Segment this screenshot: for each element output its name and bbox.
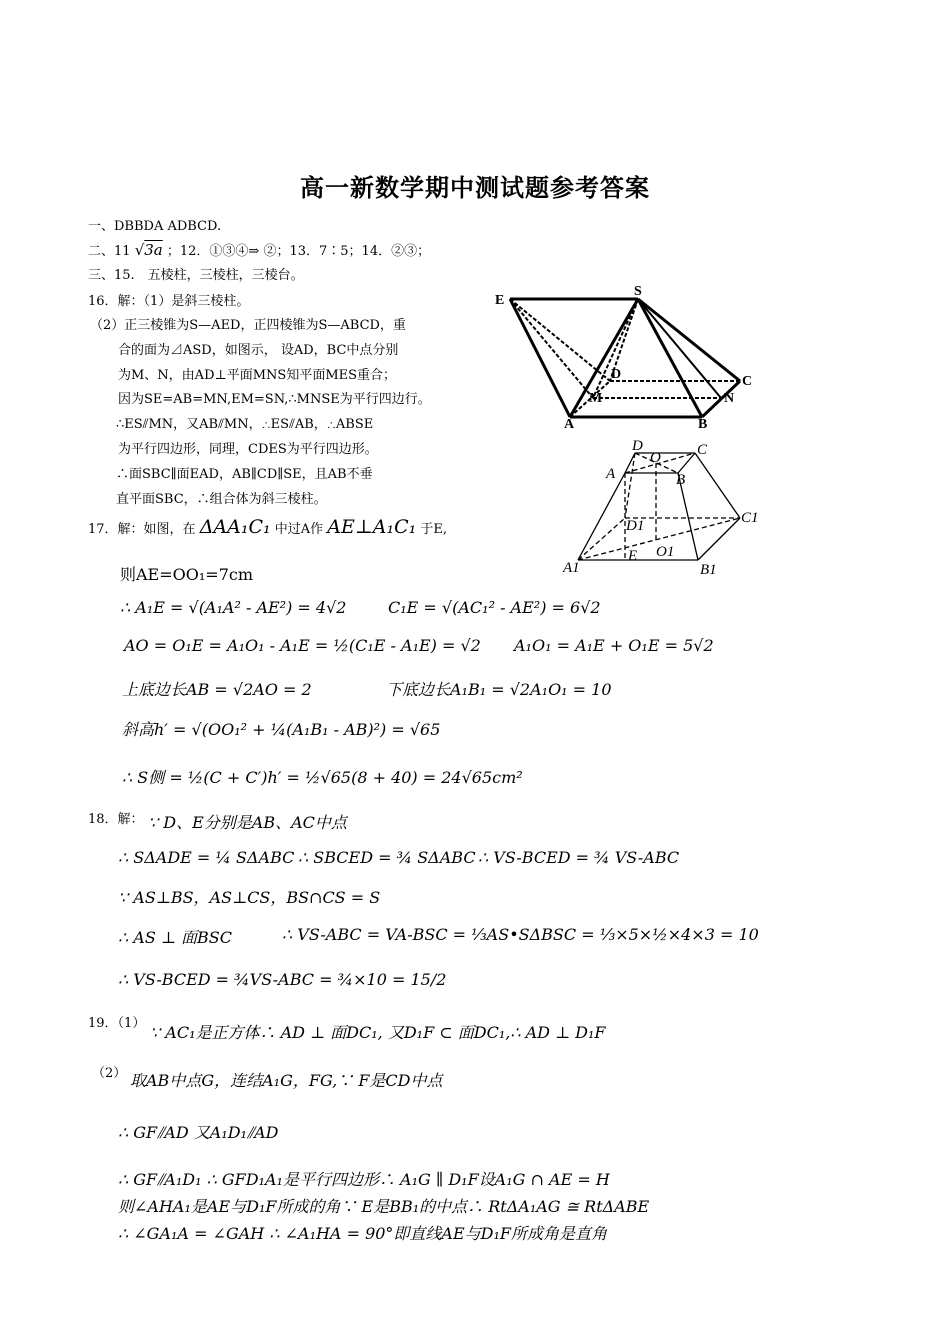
q18-line5: ∴ VS-BCED = ¾VS-ABC = ¾×10 = 15/2 (118, 970, 447, 989)
q17-head-mid: 中过A作 (274, 522, 324, 537)
fig2-label-d: D (632, 438, 643, 454)
fig1-label-m: M (589, 391, 603, 406)
fig2-label-a: A (606, 466, 616, 482)
q19-line6: ∴ ∠GA₁A = ∠GAH ∴ ∠A₁HA = 90°即直线AE与D₁F所成角是直角 (118, 1224, 608, 1243)
q16-line: 为平行四边形，同理，CDES为平行四边形。 (118, 442, 378, 457)
q17-heading (88, 516, 447, 538)
q17-line1: 则AE=OO₁=7cm (120, 565, 254, 584)
q16-line: 直平面SBC，∴组合体为斜三棱柱。 (116, 492, 327, 507)
page-title: 高一新数学期中测试题参考答案 (300, 174, 650, 202)
q18-line1: ∵ D、E分别是AB、AC中点 (148, 813, 347, 832)
q17-head-end: 于E, (420, 522, 448, 537)
q18-line4a: ∴ AS ⊥ 面BSC (118, 928, 232, 947)
q17-line3b: A₁O₁ = A₁E + O₁E = 5√2 (514, 636, 714, 655)
q17-line4b: 下底边长A₁B₁ = √2A₁O₁ = 10 (386, 680, 612, 699)
fig2-label-e: E (628, 548, 638, 564)
q16-heading: 16．解：（1）是斜三棱柱。 (88, 294, 250, 309)
q19-line4: ∴ GF⫽A₁D₁ ∴ GFD₁A₁是平行四边形∴ A₁G ∥ D₁F设A₁G ∩ AE = H (118, 1170, 610, 1189)
q18-heading: 18．解： (88, 812, 144, 827)
part2-prefix: 二、11 (88, 244, 131, 259)
q18-line2b: ∴ SBCED = ¾ SΔABC (298, 848, 476, 867)
q16-line: 因为SE=AB=MN,EM=SN,∴MNSE为平行四边行。 (118, 392, 431, 407)
q17-line2a: ∴ A₁E = √(A₁A² - AE²) = 4√2 (120, 598, 347, 617)
part2-rest: ；12．①③④⇒ ②；13．7∶5；14．②③； (166, 244, 431, 259)
sqrt-radicand: 3a (144, 241, 163, 259)
q16-line: （2）正三棱锥为S—AED，正四棱锥为S—ABCD，重 (90, 318, 406, 333)
fig1-label-d: D (611, 367, 622, 382)
figure-frustum (560, 432, 770, 582)
q17-line3a: AO = O₁E = A₁O₁ - A₁E = ½(C₁E - A₁E) = √2 (124, 636, 481, 655)
part1-answers: 一、DBBDA ADBCD. (88, 219, 222, 234)
q18-line3: ∵ AS⊥BS，AS⊥CS，BS∩CS = S (118, 888, 381, 907)
q17-line2b: C₁E = √(AC₁² - AE²) = 6√2 (388, 598, 601, 617)
q17-line5: 斜高h′ = √(OO₁² + ¼(A₁B₁ - AB)²) = √65 (122, 720, 441, 739)
fig2-label-o1: O1 (656, 544, 675, 560)
q19-line3: ∴ GF⫽AD 又A₁D₁⫽AD (118, 1123, 279, 1142)
q17-line6: ∴ S侧 = ½(C + C′)h′ = ½√65(8 + 40) = 24√65cm² (122, 768, 523, 787)
sqrt-radical: √3a (134, 241, 163, 259)
part3-answers: 三、15. 五棱柱，三棱柱，三棱台。 (88, 268, 304, 283)
figure-oblique-prism (490, 280, 760, 430)
q16-line: ∴ES⫽MN，又AB⫽MN，∴ES⫽AB，∴ABSE (116, 417, 374, 432)
part2-answers (88, 240, 430, 259)
q17-head-text: 17．解：如图，在 (88, 522, 196, 537)
fig2-label-b: B (676, 472, 686, 488)
fig2-label-b1: B1 (700, 562, 717, 578)
q19-heading: 19．（1） (88, 1016, 146, 1031)
fig1-label-b: B (698, 417, 708, 430)
fig2-label-d1: D1 (626, 518, 645, 534)
q18-line4b: ∴ VS-ABC = VA-BSC = ⅓AS•SΔBSC = ⅓×5×½×4×3 = 10 (282, 925, 759, 944)
q18-line2a: ∴ SΔADE = ¼ SΔABC (118, 848, 295, 867)
q19-line5: 则∠AHA₁是AE与D₁F所成的角∵ E是BB₁的中点∴ RtΔA₁AG ≅ RtΔABE (118, 1197, 650, 1216)
q16-line: ∴面SBC∥面EAD，AB∥CD∥SE，且AB不垂 (116, 467, 373, 482)
fig1-label-a: A (564, 417, 575, 430)
q17-triangle: ΔAA₁C₁ (199, 516, 271, 538)
q19-line1: ∵ AC₁是正方体∴ AD ⊥ 面DC₁, 又D₁F ⊂ 面DC₁,∴ AD ⊥ D₁F (150, 1023, 606, 1042)
q16-line: 合的面为⊿ASD，如图示， 设AD，BC中点分别 (118, 343, 399, 358)
fig2-label-o: O (650, 450, 661, 466)
q19-line2: 取AB中点G，连结A₁G，FG,∵ F是CD中点 (130, 1071, 443, 1090)
fig1-label-c: C (742, 374, 753, 389)
q17-perp: AE⊥A₁C₁ (327, 516, 417, 538)
fig1-label-n: N (724, 391, 735, 406)
q17-line4a: 上底边长AB = √2AO = 2 (122, 680, 312, 699)
fig1-label-e: E (495, 293, 505, 308)
q19-part2-label: （2） (92, 1066, 127, 1081)
fig2-label-a1: A1 (563, 560, 580, 576)
q18-line2c: ∴ VS-BCED = ¾ VS-ABC (478, 848, 680, 867)
fig2-label-c: C (697, 442, 708, 458)
fig1-label-s: S (634, 284, 642, 299)
fig2-label-c1: C1 (741, 510, 759, 526)
q16-line: 为M、N，由AD⊥平面MNS知平面MES重合； (118, 368, 397, 383)
